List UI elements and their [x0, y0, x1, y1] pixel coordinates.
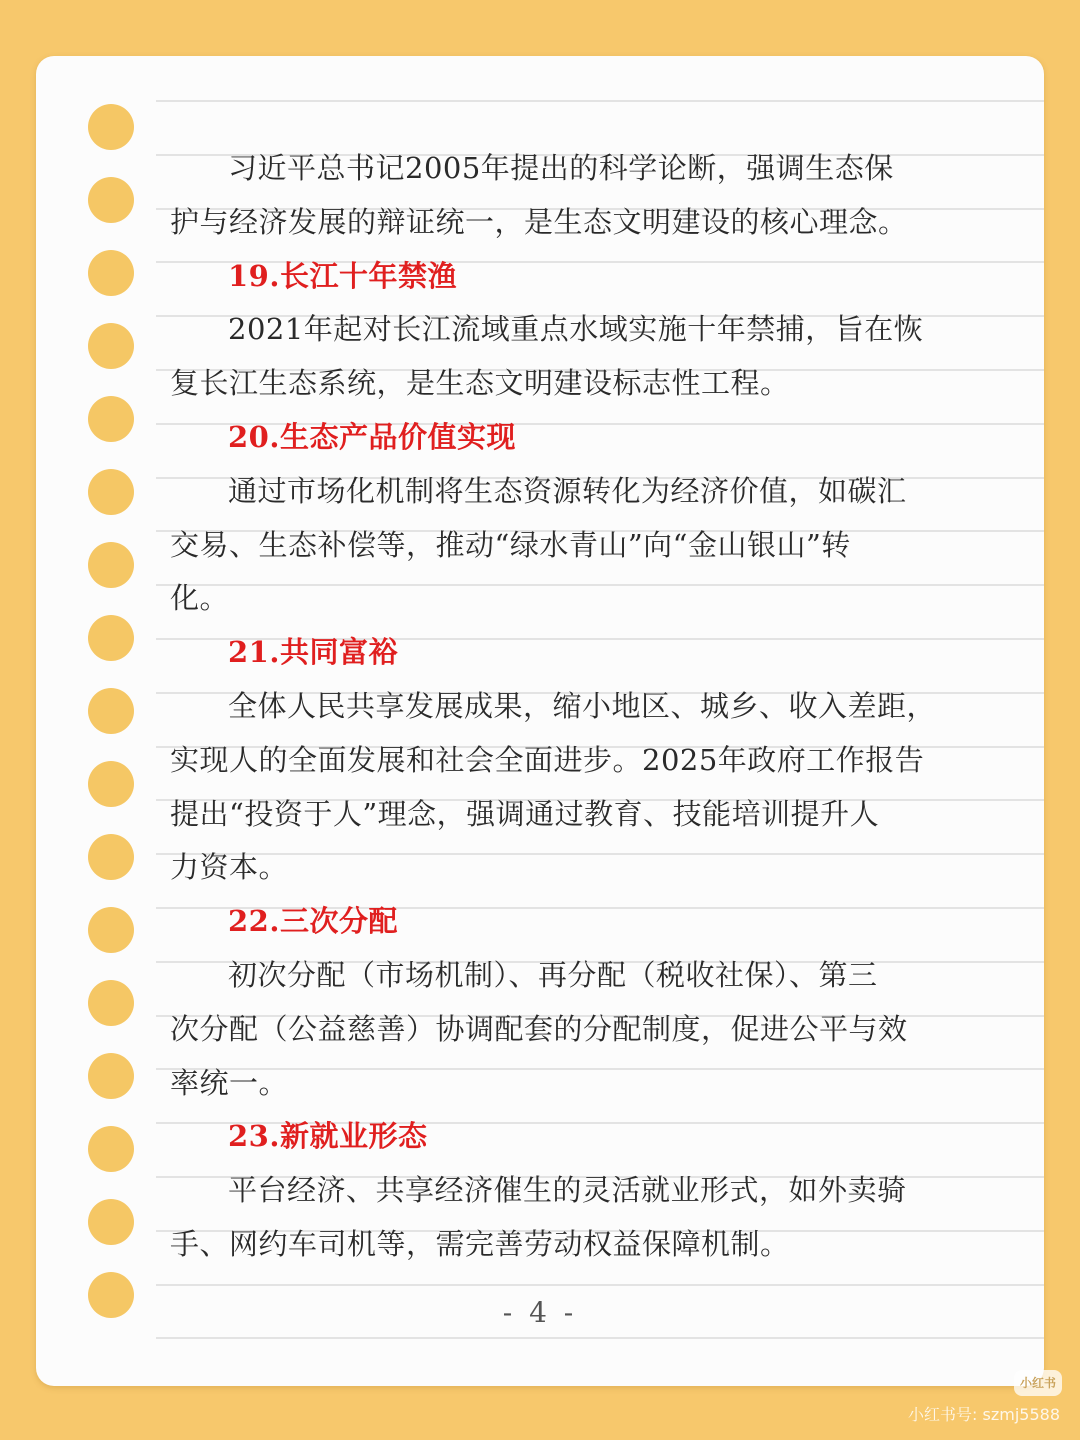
binder-hole-icon: [88, 615, 134, 661]
text-line: 复长江生态系统，是生态文明建设标志性工程。: [170, 366, 790, 401]
notebook-paper: [36, 56, 1044, 1386]
text-line: 平台经济、共享经济催生的灵活就业形式，如外卖骑: [228, 1173, 907, 1208]
section-heading: [170, 895, 915, 949]
binder-hole-icon: [88, 323, 134, 369]
text-line: 全体人民共享发展成果，缩小地区、城乡、收入差距，: [228, 688, 937, 723]
ruled-line: [156, 1337, 1044, 1339]
ruled-line: [156, 1284, 1044, 1286]
section-heading: [170, 626, 915, 680]
binder-hole-icon: [88, 542, 134, 588]
text-line: 交易、生态补偿等，推动“绿水青山”向“金山银山”转: [170, 527, 851, 562]
watermark: 小红书号: szmj5588: [908, 1405, 1060, 1424]
text-line: 通过市场化机制将生态资源转化为经济价值，如碳汇: [228, 473, 907, 508]
binder-hole-icon: [88, 1053, 134, 1099]
binder-hole-icon: [88, 250, 134, 296]
binder-hole-icon: [88, 1199, 134, 1245]
binder-hole-icon: [88, 688, 134, 734]
ruled-line: [156, 100, 1044, 102]
section-heading: [170, 1110, 915, 1164]
page-number: - 4 -: [502, 1296, 578, 1329]
text-line: 2021年起对长江流域重点水域实施十年禁捕，旨在恢: [228, 312, 924, 347]
text-line: 初次分配（市场机制）、再分配（税收社保）、第三: [228, 957, 878, 992]
text-line: 手、网约车司机等，需完善劳动权益保障机制。: [170, 1226, 790, 1261]
section-heading-text: 21.共同富裕: [228, 635, 398, 670]
text-line: 提出“投资于人”理念，强调通过教育、技能培训提升人: [170, 796, 880, 831]
binder-hole-icon: [88, 761, 134, 807]
binder-hole-icon: [88, 177, 134, 223]
text-line: 护与经济发展的辩证统一，是生态文明建设的核心理念。: [170, 204, 908, 239]
binder-hole-icon: [88, 980, 134, 1026]
text-line: 化。: [170, 581, 230, 616]
text-line: 率统一。: [170, 1065, 289, 1100]
section-heading: [170, 411, 915, 465]
document-body: [170, 142, 937, 1272]
binder-hole-icon: [88, 396, 134, 442]
section-heading-text: 23.新就业形态: [228, 1119, 428, 1154]
binder-hole-icon: [88, 469, 134, 515]
text-line: 习近平总书记2005年提出的科学论断，强调生态保: [228, 151, 894, 185]
section-heading: [170, 250, 915, 304]
section-heading-text: 20.生态产品价值实现: [228, 419, 516, 454]
binder-hole-icon: [88, 104, 134, 150]
binder-hole-icon: [88, 1126, 134, 1172]
section-heading-text: 22.三次分配: [228, 904, 398, 939]
text-line: 力资本。: [170, 850, 289, 885]
binder-hole-icon: [88, 907, 134, 953]
text-line: 实现人的全面发展和社会全面进步。2025年政府工作报告: [170, 742, 925, 777]
section-heading-text: 19.长江十年禁渔: [228, 258, 457, 293]
xiaohongshu-logo-badge: 小红书: [1014, 1370, 1062, 1396]
text-line: 次分配（公益慈善）协调配套的分配制度，促进公平与效: [170, 1011, 908, 1046]
binder-hole-icon: [88, 834, 134, 880]
